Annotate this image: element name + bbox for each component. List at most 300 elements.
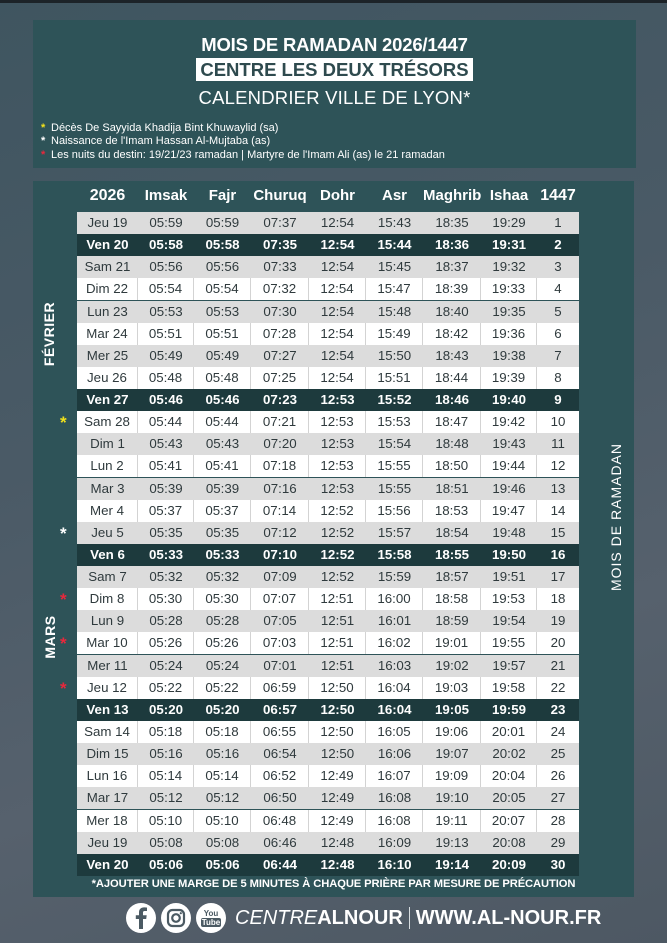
fajr-cell: 05:26 — [194, 632, 251, 654]
ishaa-cell: 19:39 — [481, 367, 537, 389]
dohr-cell: 12:50 — [320, 701, 355, 717]
table-row — [77, 832, 579, 854]
dohr-cell: 12:51 — [309, 588, 366, 610]
ishaa-cell: 20:05 — [492, 790, 526, 806]
ishaa-cell: 19:59 — [491, 701, 526, 717]
fajr-cell: 05:14 — [194, 765, 251, 787]
table-row — [77, 721, 579, 743]
imsak-cell: 05:10 — [138, 810, 194, 832]
month-label-march: MARS — [42, 615, 58, 659]
maghrib-cell: 18:54 — [435, 524, 469, 540]
dohr-cell: 12:53 — [320, 436, 355, 452]
asr-cell: 15:48 — [377, 303, 412, 319]
churuq-cell: 06:48 — [251, 810, 309, 832]
fajr-cell: 05:44 — [194, 411, 251, 433]
hijri-day-cell: 15 — [550, 524, 566, 540]
fajr-cell: 05:53 — [205, 303, 240, 319]
day-cell: Lun 9 — [90, 613, 125, 629]
table-row — [77, 810, 579, 832]
maghrib-cell: 19:07 — [435, 746, 469, 762]
hijri-day-cell: 18 — [550, 591, 566, 607]
table-row — [77, 256, 579, 278]
dohr-cell: 12:52 — [320, 524, 355, 540]
fajr-cell: 05:30 — [194, 588, 251, 610]
column-header-ishaa: Ishaa — [489, 187, 529, 204]
maghrib-cell: 18:50 — [423, 455, 481, 477]
ishaa-cell: 20:08 — [492, 834, 526, 850]
churuq-cell: 07:01 — [263, 657, 297, 673]
churuq-cell: 07:05 — [263, 613, 297, 629]
imsak-cell: 05:30 — [138, 588, 194, 610]
asr-cell: 15:45 — [377, 259, 412, 275]
imsak-cell: 05:46 — [148, 392, 183, 408]
churuq-cell: 06:44 — [262, 856, 297, 872]
table-row — [77, 699, 579, 721]
ishaa-cell: 19:55 — [481, 632, 537, 654]
fajr-cell: 05:46 — [205, 392, 240, 408]
imsak-cell: 05:44 — [138, 411, 194, 433]
maghrib-cell: 19:13 — [435, 834, 469, 850]
asr-cell: 16:04 — [366, 677, 423, 699]
day-cell: Mar 17 — [86, 790, 129, 806]
maghrib-cell: 18:36 — [434, 237, 469, 253]
dohr-cell: 12:50 — [320, 746, 355, 762]
dohr-cell: 12:53 — [309, 455, 366, 477]
dohr-cell: 12:53 — [320, 392, 355, 408]
maghrib-cell: 19:09 — [423, 765, 481, 787]
imsak-cell: 05:51 — [138, 323, 194, 345]
column-header-asr: Asr — [381, 187, 407, 204]
legend-note-qadr: * Les nuits du destin: 19/21/23 ramadan | Martyre de l'Imam Ali (as) le 21 ramadan — [41, 148, 445, 161]
imsak-cell: 05:20 — [148, 701, 183, 717]
churuq-cell: 07:33 — [263, 259, 297, 275]
day-cell: Mar 24 — [77, 323, 138, 345]
maghrib-cell: 18:44 — [423, 367, 481, 389]
day-cell: Dim 1 — [90, 436, 125, 452]
dohr-cell: 12:50 — [309, 677, 366, 699]
hijri-day-cell: 22 — [550, 679, 566, 695]
hijri-day-cell: 2 — [554, 237, 562, 253]
hijri-day-cell: 24 — [550, 723, 566, 739]
maghrib-cell: 18:39 — [423, 278, 481, 300]
churuq-cell: 06:46 — [263, 834, 297, 850]
event-star-icon: * — [60, 590, 67, 610]
churuq-cell: 07:20 — [263, 436, 297, 452]
fajr-cell: 05:56 — [205, 259, 240, 275]
churuq-cell: 06:52 — [251, 765, 309, 787]
ishaa-cell: 19:31 — [491, 237, 526, 253]
hijri-day-cell: 7 — [554, 347, 562, 363]
churuq-cell: 07:23 — [262, 392, 297, 408]
dohr-cell: 12:52 — [320, 569, 355, 585]
table-row — [77, 367, 579, 389]
column-header-hijri-year: 1447 — [540, 187, 576, 204]
ishaa-cell: 19:29 — [492, 215, 526, 230]
churuq-cell: 07:25 — [251, 367, 309, 389]
column-header-churuq: Churuq — [253, 187, 307, 204]
ishaa-cell: 19:43 — [492, 436, 526, 452]
day-cell: Dim 8 — [77, 588, 138, 610]
fajr-cell: 05:06 — [205, 856, 240, 872]
brand-name: ALNOUR — [317, 906, 403, 929]
asr-cell: 16:01 — [377, 613, 412, 629]
legend-notes — [41, 122, 445, 162]
asr-cell: 15:53 — [366, 411, 423, 433]
asr-cell: 16:08 — [377, 790, 412, 806]
hijri-day-cell: 6 — [554, 325, 562, 341]
day-cell: Jeu 19 — [87, 834, 128, 850]
churuq-cell: 07:18 — [251, 455, 309, 477]
table-row — [77, 455, 579, 477]
top-border — [0, 0, 667, 3]
table-row — [77, 234, 579, 256]
imsak-cell: 05:39 — [149, 480, 183, 496]
event-star-icon: * — [60, 413, 67, 433]
event-star-icon: * — [60, 678, 67, 698]
header-panel — [33, 20, 636, 168]
fajr-cell: 05:16 — [205, 746, 240, 762]
hijri-day-cell: 21 — [550, 657, 566, 673]
imsak-cell: 05:24 — [149, 657, 183, 673]
column-header-dohr: Dohr — [320, 187, 355, 204]
dohr-cell: 12:51 — [320, 613, 355, 629]
legend-note-hassan: * Naissance de l'Imam Hassan Al-Mujtaba (as) — [41, 135, 271, 148]
dohr-cell: 12:54 — [309, 323, 366, 345]
maghrib-cell: 19:11 — [423, 810, 481, 832]
hijri-day-cell: 12 — [550, 458, 566, 474]
table-row — [77, 323, 579, 345]
table-row — [77, 854, 579, 876]
maghrib-cell: 18:57 — [435, 569, 469, 585]
dohr-cell: 12:54 — [320, 259, 355, 275]
day-cell: Ven 20 — [86, 856, 129, 872]
imsak-cell: 05:18 — [138, 721, 194, 743]
day-cell: Ven 13 — [86, 701, 129, 717]
fajr-cell: 05:12 — [205, 790, 240, 806]
asr-cell: 15:54 — [377, 436, 412, 452]
ishaa-cell: 19:32 — [492, 259, 526, 275]
ishaa-cell: 19:40 — [491, 392, 526, 408]
day-cell: Mar 10 — [77, 632, 138, 654]
asr-cell: 16:10 — [377, 856, 412, 872]
ishaa-cell: 20:01 — [481, 721, 537, 743]
dohr-cell: 12:51 — [320, 657, 355, 673]
hijri-day-cell: 5 — [554, 303, 562, 319]
table-row — [77, 212, 579, 234]
day-cell: Mar 3 — [90, 480, 125, 496]
hijri-day-cell: 1 — [554, 215, 562, 230]
churuq-cell: 07:30 — [263, 303, 297, 319]
dohr-cell: 12:48 — [320, 856, 355, 872]
imsak-cell: 05:32 — [149, 569, 183, 585]
day-cell: Lun 23 — [87, 303, 128, 319]
footer — [126, 902, 601, 934]
dohr-cell: 12:53 — [320, 480, 355, 496]
hijri-day-cell: 19 — [550, 613, 566, 629]
day-cell: Lun 2 — [77, 455, 138, 477]
dohr-cell: 12:51 — [309, 632, 366, 654]
day-cell: Ven 27 — [86, 392, 129, 408]
asr-cell: 15:43 — [377, 215, 412, 230]
fajr-cell: 05:18 — [194, 721, 251, 743]
fajr-cell: 05:37 — [194, 500, 251, 522]
fajr-cell: 05:39 — [205, 480, 240, 496]
ishaa-cell: 19:47 — [481, 500, 537, 522]
table-row — [77, 433, 579, 455]
maghrib-cell: 19:14 — [434, 856, 469, 872]
instagram-icon[interactable] — [161, 903, 191, 933]
hijri-day-cell: 10 — [550, 414, 566, 430]
table-row — [77, 522, 579, 544]
dohr-cell: 12:54 — [320, 237, 355, 253]
ishaa-cell: 20:07 — [481, 810, 537, 832]
hijri-day-cell: 29 — [550, 834, 566, 850]
churuq-cell: 07:27 — [263, 347, 297, 363]
dohr-cell: 12:48 — [320, 834, 355, 850]
page-title: MOIS DE RAMADAN 2026/1447 — [201, 34, 468, 55]
fajr-cell: 05:43 — [205, 436, 240, 452]
asr-cell: 15:52 — [377, 392, 412, 408]
maghrib-cell: 18:58 — [423, 588, 481, 610]
dohr-cell: 12:50 — [309, 721, 366, 743]
asr-cell: 16:02 — [366, 632, 423, 654]
imsak-cell: 05:26 — [138, 632, 194, 654]
asr-cell: 16:08 — [366, 810, 423, 832]
imsak-cell: 05:58 — [148, 237, 183, 253]
fajr-cell: 05:20 — [205, 701, 240, 717]
dohr-cell: 12:53 — [309, 411, 366, 433]
table-row — [77, 411, 579, 433]
column-header-fajr: Fajr — [208, 187, 237, 204]
table-row — [77, 588, 579, 610]
maghrib-cell: 19:03 — [423, 677, 481, 699]
churuq-cell: 07:35 — [262, 237, 297, 253]
fajr-cell: 05:51 — [194, 323, 251, 345]
churuq-cell: 06:50 — [263, 790, 297, 806]
churuq-cell: 06:55 — [251, 721, 309, 743]
calendar-subtitle: CALENDRIER VILLE DE LYON* — [198, 87, 471, 108]
asr-cell: 15:49 — [366, 323, 423, 345]
table-row — [77, 743, 579, 765]
yellow-star-icon: * — [41, 122, 46, 134]
youtube-icon[interactable]: You Tube — [196, 903, 226, 933]
table-row — [77, 389, 579, 411]
table-row — [77, 632, 579, 654]
day-cell: Lun 16 — [77, 765, 138, 787]
imsak-cell: 05:28 — [149, 613, 183, 629]
table-row — [77, 610, 579, 632]
maghrib-cell: 18:35 — [435, 215, 469, 230]
event-star-icon: * — [60, 634, 67, 654]
hijri-day-cell: 17 — [550, 569, 566, 585]
fajr-cell: 05:28 — [205, 613, 240, 629]
asr-cell: 15:57 — [377, 524, 412, 540]
ishaa-cell: 19:57 — [492, 657, 526, 673]
dohr-cell: 12:54 — [320, 303, 355, 319]
maghrib-cell: 19:10 — [435, 790, 469, 806]
fajr-cell: 05:48 — [194, 367, 251, 389]
asr-cell: 16:06 — [377, 746, 412, 762]
churuq-cell: 07:37 — [263, 215, 297, 230]
hijri-day-cell: 14 — [550, 502, 566, 518]
imsak-cell: 05:53 — [149, 303, 183, 319]
hijri-day-cell: 26 — [550, 768, 566, 784]
hijri-day-cell: 25 — [550, 746, 566, 762]
fajr-cell: 05:49 — [205, 347, 240, 363]
maghrib-cell: 18:51 — [435, 480, 469, 496]
ishaa-cell: 20:04 — [481, 765, 537, 787]
table-row — [77, 345, 579, 367]
churuq-cell: 07:28 — [251, 323, 309, 345]
ishaa-cell: 19:38 — [492, 347, 526, 363]
fajr-cell: 05:22 — [194, 677, 251, 699]
ishaa-cell: 19:42 — [481, 411, 537, 433]
maghrib-cell: 18:59 — [435, 613, 469, 629]
fajr-cell: 05:24 — [205, 657, 240, 673]
maghrib-cell: 18:40 — [435, 303, 469, 319]
hijri-day-cell: 20 — [550, 635, 566, 651]
asr-cell: 15:55 — [366, 455, 423, 477]
asr-cell: 15:55 — [377, 480, 412, 496]
fajr-cell: 05:33 — [205, 546, 240, 562]
table-row — [77, 500, 579, 522]
day-cell: Jeu 12 — [77, 677, 138, 699]
asr-cell: 15:58 — [377, 546, 412, 562]
website-link[interactable]: WWW.AL-NOUR.FR — [415, 906, 602, 929]
maghrib-cell: 18:43 — [435, 347, 469, 363]
table-row — [77, 544, 579, 566]
ishaa-cell: 19:36 — [481, 323, 537, 345]
asr-cell: 16:00 — [366, 588, 423, 610]
day-cell: Sam 21 — [84, 259, 131, 275]
table-row — [77, 677, 579, 699]
asr-cell: 16:04 — [377, 701, 412, 717]
maghrib-cell: 18:42 — [423, 323, 481, 345]
imsak-cell: 05:14 — [138, 765, 194, 787]
asr-cell: 15:50 — [377, 347, 412, 363]
day-cell: Ven 20 — [86, 237, 129, 253]
dohr-cell: 12:49 — [320, 790, 355, 806]
imsak-cell: 05:12 — [149, 790, 183, 806]
dohr-cell: 12:54 — [309, 278, 366, 300]
ishaa-cell: 19:33 — [481, 278, 537, 300]
maghrib-cell: 18:37 — [435, 259, 469, 275]
imsak-cell: 05:56 — [149, 259, 183, 275]
table-row — [77, 278, 579, 300]
day-cell: Dim 15 — [86, 746, 129, 762]
facebook-icon[interactable] — [126, 903, 156, 933]
precaution-disclaimer: *AJOUTER UNE MARGE DE 5 MINUTES À CHAQUE PRIÈRE PAR MESURE DE PRÉCAUTION — [91, 878, 576, 890]
churuq-cell: 07:16 — [263, 480, 297, 496]
brand-prefix: CENTRE — [235, 906, 318, 929]
asr-cell: 16:03 — [377, 657, 412, 673]
day-cell: Mer 11 — [87, 657, 128, 673]
column-header-maghrib: Maghrib — [423, 187, 482, 204]
maghrib-cell: 19:01 — [423, 632, 481, 654]
fajr-cell: 05:54 — [194, 278, 251, 300]
white-star-icon: * — [41, 135, 46, 148]
asr-cell: 15:47 — [366, 278, 423, 300]
ishaa-cell: 20:02 — [492, 746, 526, 762]
churuq-cell: 07:32 — [251, 278, 309, 300]
center-name-banner: CENTRE LES DEUX TRÉSORS — [196, 58, 472, 81]
imsak-cell: 05:06 — [148, 856, 183, 872]
churuq-cell: 07:03 — [251, 632, 309, 654]
hijri-day-cell: 8 — [554, 369, 562, 385]
asr-cell: 16:09 — [377, 834, 412, 850]
imsak-cell: 05:43 — [149, 436, 183, 452]
fajr-cell: 05:41 — [194, 455, 251, 477]
legend-note-khadija: * Décès De Sayyida Khadija Bint Khuwaylid (sa) — [41, 122, 279, 134]
ishaa-cell: 19:35 — [492, 303, 526, 319]
dohr-cell: 12:49 — [309, 810, 366, 832]
dohr-cell: 12:54 — [320, 215, 355, 230]
churuq-cell: 07:14 — [251, 500, 309, 522]
hijri-day-cell: 28 — [550, 812, 566, 828]
day-cell: Sam 7 — [88, 569, 127, 585]
event-star-icon: * — [60, 523, 67, 543]
day-cell: Ven 6 — [90, 546, 125, 562]
table-row — [77, 301, 579, 323]
imsak-cell: 05:22 — [138, 677, 194, 699]
ishaa-cell: 19:46 — [492, 480, 526, 496]
ishaa-cell: 19:48 — [492, 524, 526, 540]
dohr-cell: 12:54 — [320, 347, 355, 363]
hijri-day-cell: 23 — [550, 701, 566, 717]
maghrib-cell: 18:46 — [434, 392, 469, 408]
fajr-cell: 05:58 — [205, 237, 240, 253]
churuq-cell: 07:10 — [262, 546, 297, 562]
day-cell: Dim 22 — [77, 278, 138, 300]
hijri-day-cell: 30 — [550, 856, 566, 872]
ramadan-side-label: MOIS DE RAMADAN — [608, 443, 624, 592]
asr-cell: 16:07 — [366, 765, 423, 787]
maghrib-cell: 18:48 — [435, 436, 469, 452]
churuq-cell: 06:59 — [251, 677, 309, 699]
ishaa-cell: 19:51 — [492, 569, 526, 585]
month-label-february: FÉVRIER — [41, 301, 57, 367]
day-cell: Jeu 26 — [77, 367, 138, 389]
imsak-cell: 05:08 — [149, 834, 183, 850]
asr-cell: 16:05 — [366, 721, 423, 743]
day-cell: Jeu 5 — [91, 524, 124, 540]
day-cell: Sam 14 — [77, 721, 138, 743]
churuq-cell: 06:57 — [262, 701, 297, 717]
day-cell: Jeu 19 — [87, 215, 128, 230]
churuq-cell: 07:07 — [251, 588, 309, 610]
hijri-day-cell: 27 — [550, 790, 566, 806]
churuq-cell: 06:54 — [263, 746, 297, 762]
maghrib-cell: 19:06 — [423, 721, 481, 743]
hijri-day-cell: 3 — [554, 259, 562, 275]
fajr-cell: 05:32 — [205, 569, 240, 585]
table-row — [77, 765, 579, 787]
maghrib-cell: 19:02 — [435, 657, 469, 673]
asr-cell: 15:44 — [377, 237, 412, 253]
brand-line — [235, 907, 601, 930]
table-row — [77, 566, 579, 588]
timetable-panel — [33, 181, 634, 897]
day-cell: Mer 25 — [86, 347, 129, 363]
fajr-cell: 05:59 — [205, 215, 240, 230]
dohr-cell: 12:54 — [309, 367, 366, 389]
imsak-cell: 05:37 — [138, 500, 194, 522]
asr-cell: 15:51 — [366, 367, 423, 389]
table-row — [77, 787, 579, 809]
hijri-day-cell: 13 — [550, 480, 566, 496]
column-header-imsak: Imsak — [144, 187, 188, 204]
churuq-cell: 07:12 — [263, 524, 297, 540]
